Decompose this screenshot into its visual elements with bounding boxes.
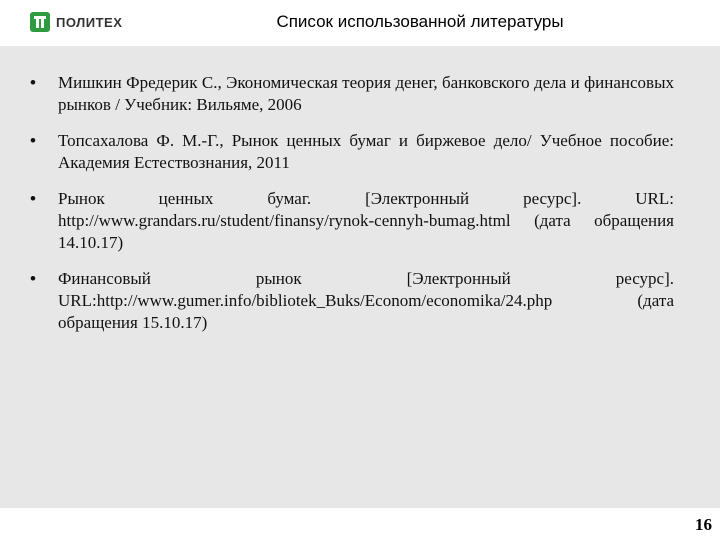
bullet-icon: • (30, 73, 36, 92)
reference-text: Рынок ценных бумаг. [Электронный ресурс]. URL: http://www.grandars.ru/student/finansy/rynok-cennyh-bumag.html (дата обращения 14.10.17) (58, 189, 674, 252)
content-area (0, 46, 720, 508)
reference-item (28, 130, 674, 174)
slide-header (0, 0, 720, 46)
logo (30, 12, 122, 32)
reference-item (28, 268, 674, 334)
slide-footer (0, 508, 720, 540)
bullet-icon: • (30, 269, 36, 288)
reference-text: Топсахалова Ф. М.-Г., Рынок ценных бумаг и биржевое дело/ Учебное пособие: Академия Естествознания, 2011 (58, 131, 674, 172)
reference-text: Мишкин Фредерик С., Экономическая теория денег, банковского дела и финансовых рынков / Учебник: Вильяме, 2006 (58, 73, 674, 114)
bullet-icon: • (30, 189, 36, 208)
reference-item (28, 72, 674, 116)
logo-text: ПОЛИТЕХ (56, 14, 123, 30)
politech-logo-icon (30, 12, 50, 32)
reference-list (28, 72, 674, 348)
slide-title: Список использованной литературы (276, 12, 564, 31)
bullet-icon: • (30, 131, 36, 150)
reference-text: Финансовый рынок [Электронный ресурс]. URL:http://www.gumer.info/bibliotek_Buks/Econom/economika/24.php (дата обращения 15.10.17) (58, 269, 674, 332)
page-number: 16 (695, 515, 712, 534)
reference-item (28, 188, 674, 254)
